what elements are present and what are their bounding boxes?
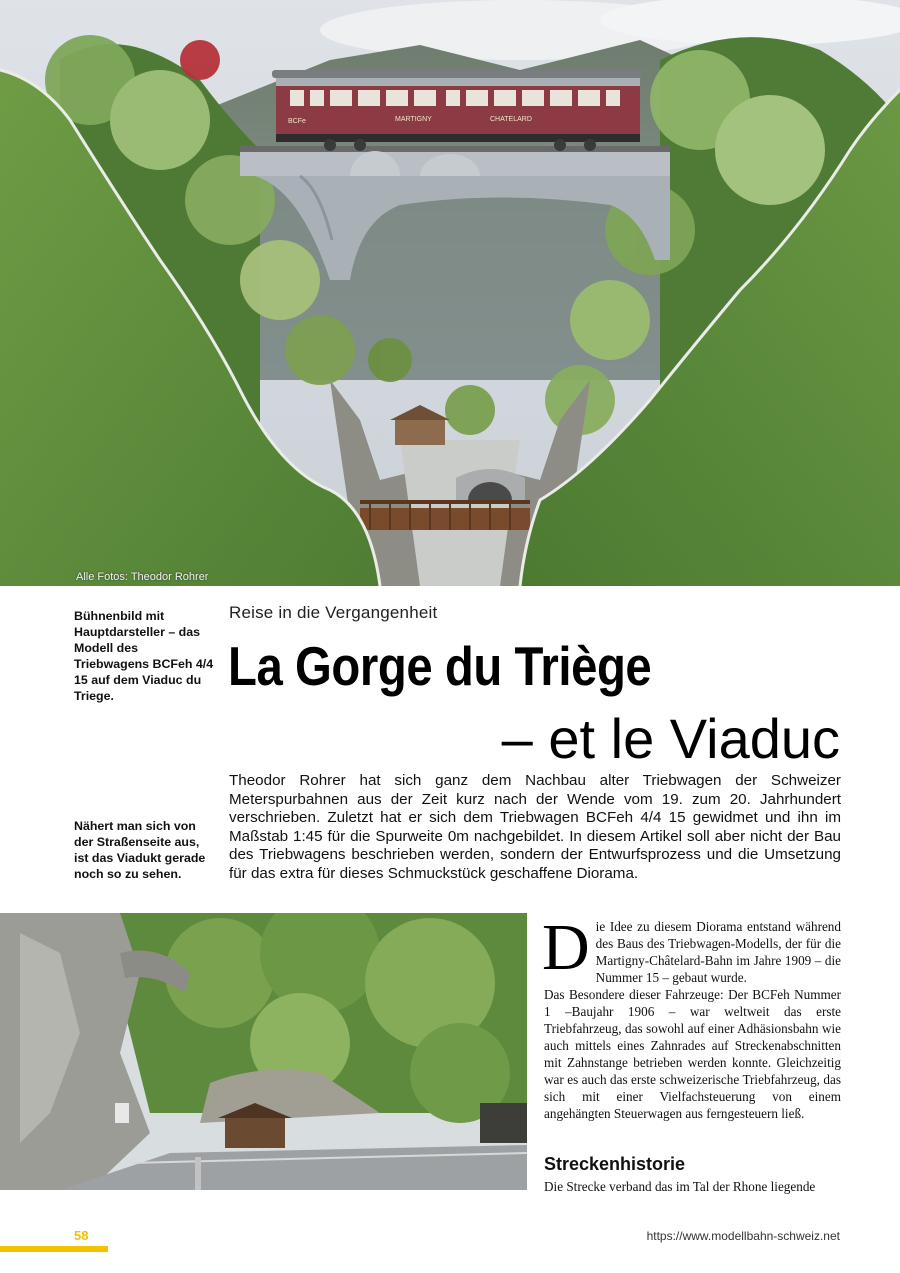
photo-credit: Alle Fotos: Theodor Rohrer xyxy=(76,571,209,583)
body-paragraph-1: ie Idee zu diesem Diorama entstand während des Baus des Triebwagen-Modells, der für die Martigny-Châtelard-Bahn im Jahre 1909 – die Nummer 15 – gebaut wurde. xyxy=(595,919,841,985)
page-number: 58 xyxy=(74,1228,89,1243)
railcar-label-chatelard: CHATELARD xyxy=(490,116,532,123)
section-heading: Streckenhistorie xyxy=(544,1154,686,1174)
article-subtitle: – et le Viaduc xyxy=(501,707,840,770)
article-body xyxy=(542,911,841,1122)
hero-photo xyxy=(0,0,900,586)
body-paragraph-3: Die Strecke verband das im Tal der Rhone liegende xyxy=(544,1179,816,1194)
page-accent-bar xyxy=(0,1246,108,1252)
railcar-bcfeh xyxy=(272,70,642,151)
footer-url[interactable]: https://www.modellbahn-schweiz.net xyxy=(646,1229,840,1243)
dropcap: D xyxy=(542,911,590,984)
railcar-label-martigny: MARTIGNY xyxy=(395,116,432,123)
article-kicker: Reise in die Vergangenheit xyxy=(229,603,438,622)
diorama-illustration xyxy=(0,0,900,586)
article-title: La Gorge du Triège xyxy=(228,635,652,697)
railcar-label-class: BCFe xyxy=(288,118,306,125)
body-paragraph-2: Das Besondere dieser Fahrzeuge: Der BCFeh Nummer 1 –Baujahr 1906 – war weltweit das erste Triebfahrzeug, das sowohl auf einer Adhäsionsbahn wie auch mittels eines Zahnrades auf Streckenabschnitten mit Zahnstange betrieben werden konnte. Gleichzeitig war es auch das erste schweizerische Triebfahrzeug, das sich mit einer Vielfachsteuerung von einem angehängten Steuerwagen aus ferngesteuern ließ. xyxy=(544,987,841,1121)
photo2-caption: Nähert man sich von der Straßenseite aus, ist das Viadukt gerade noch so zu sehen. xyxy=(74,819,206,881)
gorge-road-illustration xyxy=(0,913,527,1190)
article-lead: Theodor Rohrer hat sich ganz dem Nachbau alter Triebwagen der Schweizer Meterspurbahnen aus der Zeit kurz nach der Wende vom 19. zum 20. Jahrhundert verschrieben. Zuletzt hat er sich dem Triebwagen BCFeh 4/4 15 gewidmet und ihn im Maßstab 1:45 für die Spurweite 0m nachgebildet. In diesem Artikel soll aber nicht der Bau des Triebwagens beschrieben werden, sondern der Entwurfsprozess und die Umsetzung für das extra für dieses Schmuckstück geschaffene Diorama. xyxy=(229,772,841,882)
road-photo xyxy=(0,913,527,1190)
hero-caption: Bühnenbild mit Hauptdarsteller – das Modell des Triebwagens BCFeh 4/4 15 auf dem Viaduc du Triege. xyxy=(74,609,214,703)
